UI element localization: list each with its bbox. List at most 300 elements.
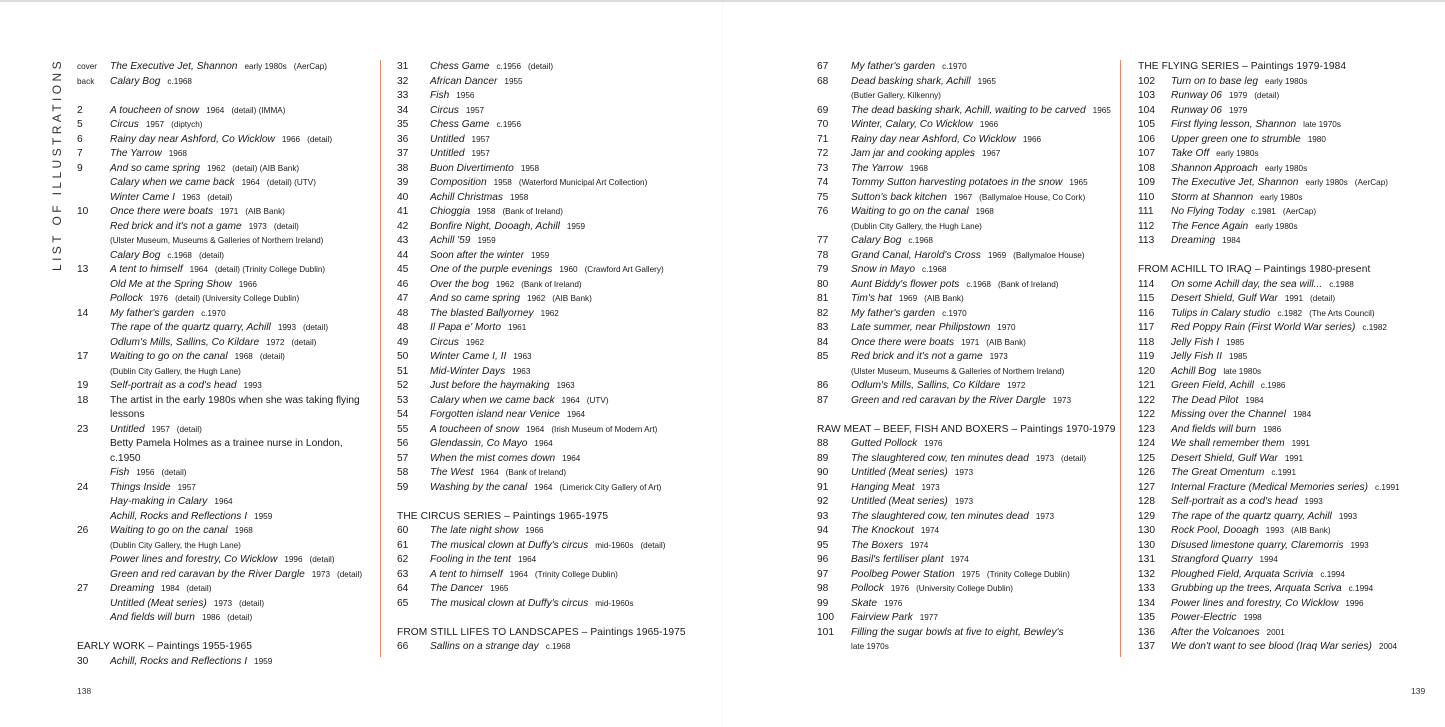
list-item [397, 249, 697, 264]
list-item [397, 524, 697, 539]
artwork-date: 1998 [1243, 613, 1262, 622]
artwork-date: c.1986 [1260, 381, 1286, 390]
plate-number: 44 [397, 249, 409, 261]
item-text [110, 336, 375, 351]
plate-number: 78 [817, 249, 829, 261]
artwork-title: Desert Shield, Gulf War [1171, 293, 1278, 304]
plate-number: 53 [397, 394, 409, 406]
item-text [851, 452, 1117, 467]
artwork-title: Green and red caravan by the River Dargle [110, 568, 305, 580]
plate-number: 30 [77, 655, 89, 667]
plate-number: 14 [77, 307, 89, 319]
item-text [430, 75, 697, 90]
item-text [1171, 408, 1438, 423]
artwork-title: Rock Pool, Dooagh [1171, 525, 1259, 536]
artwork-date: c.1982 [1277, 308, 1303, 318]
item-text [1171, 234, 1438, 249]
list-item [77, 133, 375, 148]
item-text [110, 611, 375, 626]
item-text [430, 118, 697, 133]
artwork-title: Pollock [110, 293, 143, 304]
plate-number: 71 [817, 133, 829, 145]
artwork-note: (AIB Bank) [986, 337, 1026, 347]
artwork-note: (detail) [337, 569, 363, 579]
artwork-title: The Fence Again [1171, 220, 1249, 232]
artwork-title: Calary Bog [110, 249, 161, 261]
artwork-title: Buon Divertimento [430, 162, 514, 174]
artwork-date: early 1980s [1265, 76, 1308, 86]
artwork-date: 1964 [206, 105, 225, 115]
artwork-title: Odlum's Mills, Sallins, Co Kildare [851, 380, 1001, 391]
list-item [397, 234, 697, 249]
list-item [397, 89, 697, 104]
column-1 [77, 60, 375, 669]
artwork-title: Snow in Mayo [851, 264, 915, 275]
artwork-date: 1957 [145, 120, 165, 129]
artwork-title: Old Me at the Spring Show [110, 278, 232, 290]
artwork-date: 1974 [910, 540, 929, 550]
artwork-title: Washing by the canal [430, 481, 528, 493]
plate-number: 45 [397, 264, 409, 275]
artwork-title: Dead basking shark, Achill [851, 75, 971, 87]
artwork-date: 1985 [1226, 337, 1245, 347]
plate-number: 95 [817, 539, 829, 551]
artwork-date: early 1980s [1260, 192, 1303, 202]
artwork-note: (detail) [1061, 453, 1087, 463]
list-item [77, 307, 375, 322]
item-text [110, 437, 375, 466]
list-item [817, 553, 1117, 568]
list-item [817, 365, 1117, 380]
artwork-title: Once there were boats [851, 336, 955, 348]
artwork-date: 1966 [525, 526, 544, 535]
artwork-date: c.1968 [167, 76, 192, 86]
item-text [851, 321, 1117, 336]
artwork-date: 1973 [954, 497, 974, 506]
item-text [1171, 133, 1438, 148]
list-item [77, 249, 375, 264]
artwork-title: The late night show [430, 525, 519, 536]
artwork-title: The Dancer [430, 583, 484, 594]
item-text [430, 524, 697, 539]
plate-number: 51 [397, 365, 409, 377]
artwork-title: Self-portrait as a cod's head [110, 380, 237, 391]
plate-number: 68 [817, 75, 829, 87]
item-text [110, 539, 375, 554]
artwork-title: Filling the sugar bowls at five to eight, Bewley's [851, 626, 1064, 638]
artwork-date: 1959 [566, 221, 586, 231]
list-item [397, 481, 697, 496]
list-spacer [397, 495, 697, 510]
item-text [851, 162, 1117, 177]
plate-number: 87 [817, 394, 829, 406]
item-text [1171, 495, 1438, 510]
list-item [1138, 220, 1438, 235]
artwork-date: 1972 [1007, 381, 1026, 390]
artwork-title: Gutted Pollock [851, 438, 918, 449]
artwork-date: 1993 [243, 381, 262, 390]
plate-number: 73 [817, 162, 829, 174]
artwork-title: Rainy day near Ashford, Co Wicklow [851, 133, 1016, 145]
plate-number: 42 [397, 220, 409, 232]
artwork-date: c.1982 [1362, 323, 1387, 332]
list-item [817, 626, 1117, 641]
list-item [1138, 408, 1438, 423]
artwork-title: The slaughtered cow, ten minutes dead [851, 510, 1029, 522]
plate-number: 2 [77, 104, 83, 116]
list-item [397, 176, 697, 191]
artwork-date: c.1956 [496, 120, 522, 129]
artwork-date: 1964 [534, 482, 553, 492]
artwork-date: 1968 [234, 526, 253, 535]
plate-number: 82 [817, 307, 829, 319]
artwork-title: Power lines and forestry, Co Wicklow [110, 554, 278, 565]
artwork-note: (Limerick City Gallery of Art) [559, 482, 662, 492]
plate-number: 120 [1138, 365, 1155, 377]
item-text [851, 553, 1117, 568]
artwork-date: 1962 [207, 163, 226, 173]
plate-number: 80 [817, 278, 829, 290]
artwork-title: The dead basking shark, Achill, waiting to be carved [851, 104, 1086, 116]
artwork-note: (detail) [227, 613, 253, 622]
artwork-date: 1979 [1228, 105, 1248, 115]
section-heading: EARLY WORK – Paintings 1955-1965 [77, 641, 252, 652]
section-heading: RAW MEAT – BEEF, FISH AND BOXERS – Paintings 1970-1979 [817, 423, 1116, 435]
artwork-title: After the Volcanoes [1171, 626, 1260, 638]
plate-number: 121 [1138, 380, 1155, 391]
item-text [430, 205, 697, 220]
item-text [430, 336, 697, 351]
artwork-title: Green and red caravan by the River Dargle [851, 394, 1046, 406]
artwork-title: Over the bog [430, 278, 489, 290]
plate-number: back [77, 76, 95, 86]
item-text [851, 437, 1117, 452]
list-item [77, 539, 375, 554]
plate-number: 132 [1138, 568, 1155, 580]
list-item [817, 510, 1117, 525]
plate-number: 48 [397, 307, 409, 319]
artwork-note: (Bank of Ireland) [998, 279, 1059, 289]
list-item [817, 292, 1117, 307]
artwork-date: c.1968 [167, 250, 192, 260]
artwork-title: Desert Shield, Gulf War [1171, 452, 1278, 464]
artwork-date: c.1994 [1320, 569, 1345, 579]
artwork-note: (detail) [303, 323, 329, 332]
item-text [430, 568, 697, 583]
artwork-title: Winter Came I [110, 191, 176, 203]
artwork-title: The Yarrow [110, 148, 162, 159]
artwork-title: Soon after the winter [430, 249, 525, 261]
plate-number: 52 [397, 380, 409, 391]
item-text [851, 466, 1117, 481]
artwork-title: Circus [430, 336, 459, 348]
item-text [1171, 104, 1438, 119]
list-spacer [817, 408, 1117, 423]
artwork-date: 1960 [559, 265, 578, 274]
artwork-date: 2004 [1378, 642, 1398, 651]
artwork-date: c.1968 [922, 265, 947, 274]
list-item [1138, 495, 1438, 510]
item-text [1171, 89, 1438, 104]
plate-number: 130 [1138, 539, 1155, 551]
artwork-date: 1976 [149, 294, 169, 303]
artwork-title: One of the purple evenings [430, 264, 553, 275]
artwork-date: 1965 [490, 584, 509, 593]
artwork-date: 1963 [512, 366, 531, 376]
plate-number: 124 [1138, 438, 1155, 449]
plate-number: 76 [817, 206, 829, 217]
item-text [430, 437, 697, 452]
list-item [397, 104, 697, 119]
section-heading: THE FLYING SERIES – Paintings 1979-1984 [1138, 61, 1347, 72]
artwork-title: Runway 06 [1171, 104, 1222, 116]
plate-number: 65 [397, 597, 409, 609]
artwork-date: c.1970 [201, 308, 226, 318]
list-item [1138, 437, 1438, 452]
list-item [1138, 466, 1438, 481]
artwork-note: (Waterford Municipal Art Collection) [518, 178, 648, 187]
plate-number: 110 [1138, 191, 1155, 203]
plate-number: 47 [397, 293, 409, 304]
artwork-note: (detail) [199, 250, 225, 260]
artwork-title: African Dancer [430, 75, 498, 87]
list-item [817, 539, 1117, 554]
item-text [851, 539, 1117, 554]
artwork-title: Hay-making in Calary [110, 496, 208, 507]
item-text [430, 176, 697, 191]
list-item [1138, 626, 1438, 641]
artwork-date: 1984 [1292, 410, 1312, 419]
item-text [851, 292, 1117, 307]
plate-number: 33 [397, 90, 409, 101]
list-item [397, 365, 697, 380]
plate-number: 103 [1138, 90, 1155, 101]
list-item [397, 321, 697, 336]
plate-number: 118 [1138, 336, 1155, 348]
artwork-date: 1975 [961, 569, 980, 579]
item-text [851, 495, 1117, 510]
plate-number: 56 [397, 438, 409, 449]
plate-number: 104 [1138, 104, 1155, 116]
artwork-title: Jelly Fish I [1171, 336, 1220, 348]
artwork-date: 1958 [493, 178, 512, 187]
artwork-title: A toucheen of snow [430, 423, 520, 435]
artwork-title: Sutton's back kitchen [851, 191, 947, 203]
item-text [110, 263, 375, 278]
artwork-title: Tim's hat [851, 293, 892, 304]
artwork-title: Chess Game [430, 119, 490, 130]
plate-number: 59 [397, 481, 409, 493]
list-item [817, 234, 1117, 249]
artwork-title: Achill, Rocks and Reflections I [110, 655, 248, 667]
artwork-note: (detail) [1310, 294, 1336, 303]
list-item [817, 118, 1117, 133]
artwork-date: 1986 [1262, 424, 1282, 434]
item-text [110, 118, 375, 133]
artwork-date: 2001 [1266, 627, 1285, 637]
artwork-date: 1980 [1307, 134, 1326, 144]
item-text [1171, 118, 1438, 133]
artwork-date: 1958 [477, 207, 496, 216]
artwork-title: The rape of the quartz quarry, Achill [1171, 510, 1332, 522]
list-item [397, 539, 697, 554]
item-text [430, 89, 697, 104]
artwork-title: And fields will burn [1171, 423, 1256, 435]
column-divider [1120, 60, 1121, 657]
list-item [77, 365, 375, 380]
plate-number: 109 [1138, 177, 1155, 188]
artwork-title: And so came spring [430, 293, 521, 304]
list-item [817, 147, 1117, 162]
item-text [1171, 162, 1438, 177]
artwork-title: Untitled (Meat series) [110, 597, 207, 609]
plate-number: 134 [1138, 597, 1155, 609]
artwork-date: c.1956 [496, 62, 522, 71]
artwork-date: c.1970 [942, 62, 967, 71]
artwork-title: Untitled [430, 133, 465, 145]
plate-number: 48 [397, 322, 409, 333]
artwork-title: Poolbeg Power Station [851, 568, 955, 580]
item-text [1171, 437, 1438, 452]
list-item [817, 220, 1117, 235]
caption-text: The artist in the early 1980s when she was taking flying [110, 394, 360, 406]
artwork-title: The rape of the quartz quarry, Achill [110, 322, 271, 333]
artwork-date: 1956 [136, 468, 155, 477]
plate-number: 17 [77, 351, 89, 362]
artwork-date: 1993 [277, 323, 297, 332]
item-text [1171, 626, 1438, 641]
list-item [817, 481, 1117, 496]
plate-number: 46 [397, 278, 409, 290]
plate-number: 94 [817, 525, 829, 536]
artwork-note: (Irish Museum of Modern Art) [551, 424, 658, 434]
artwork-date: 1964 [526, 424, 545, 434]
list-item [397, 147, 697, 162]
item-text [851, 611, 1117, 626]
plate-number: 69 [817, 104, 829, 116]
artwork-title: The musical clown at Duffy's circus [430, 597, 589, 609]
list-item [1138, 205, 1438, 220]
artwork-title: Things Inside [110, 481, 171, 493]
list-item [1138, 147, 1438, 162]
artwork-title: Calary when we came back [430, 394, 555, 406]
plate-number: 75 [817, 191, 829, 203]
item-text [110, 597, 375, 612]
artwork-title: Achill, Rocks and Reflections I [110, 510, 248, 522]
artwork-date: 1991 [1291, 439, 1310, 448]
artwork-date: early 1980s [1305, 178, 1348, 187]
list-item [397, 452, 697, 467]
list-item [77, 118, 375, 133]
list-item [397, 394, 697, 409]
artwork-title: Disused limestone quarry, Claremorris [1171, 539, 1344, 551]
plate-number: 37 [397, 148, 409, 159]
artwork-note: (detail) (IMMA) [231, 105, 286, 115]
list-item [77, 379, 375, 394]
plate-number: 123 [1138, 423, 1155, 435]
collection-note: (Ulster Museum, Museums & Galleries of Northern Ireland) [110, 236, 324, 245]
item-text [110, 553, 375, 568]
artwork-date: 1973 [1035, 511, 1055, 521]
plate-number: 133 [1138, 583, 1155, 594]
artwork-title: Pollock [851, 583, 884, 594]
artwork-date: 1976 [884, 598, 903, 608]
artwork-title: Fish [110, 467, 130, 478]
plate-number: 127 [1138, 481, 1155, 493]
artwork-date: c.1968 [908, 236, 933, 245]
artwork-note: (AerCap) [1354, 178, 1388, 187]
artwork-title: Sallins on a strange day [430, 641, 539, 652]
list-item [77, 466, 375, 481]
list-item [1138, 394, 1438, 409]
plate-number: 117 [1138, 322, 1155, 333]
artwork-note: (detail) [161, 468, 187, 477]
artwork-date: 1973 [954, 468, 974, 477]
artwork-title: The Great Omentum [1171, 467, 1265, 478]
plate-number: 98 [817, 583, 829, 594]
plate-number: 126 [1138, 467, 1155, 478]
artwork-title: Tommy Sutton harvesting potatoes in the snow [851, 177, 1063, 188]
artwork-title: Red brick and it's not a game [851, 351, 983, 362]
artwork-date: 1994 [1259, 555, 1278, 564]
artwork-title: A tent to himself [110, 264, 183, 275]
artwork-title: Chess Game [430, 61, 490, 72]
artwork-date: 1993 [1265, 526, 1284, 535]
item-text [430, 350, 697, 365]
artwork-title: Calary Bog [110, 75, 161, 87]
artwork-title: My father's garden [851, 307, 936, 319]
plate-number: 49 [397, 336, 409, 348]
plate-number: 89 [817, 452, 829, 464]
artwork-note: (AerCap) [293, 62, 327, 71]
list-item [1138, 350, 1438, 365]
artwork-note: (detail) [307, 134, 333, 144]
artwork-date: 1986 [201, 613, 221, 622]
artwork-title: Red brick and it's not a game [110, 220, 242, 232]
collection-note: (Butler Gallery, Kilkenny) [851, 91, 941, 100]
item-text [430, 147, 697, 162]
artwork-date: 1984 [1245, 395, 1264, 405]
list-item [1138, 89, 1438, 104]
artwork-note: (detail) [176, 424, 202, 434]
artwork-title: A tent to himself [430, 568, 503, 580]
artwork-date: 1961 [508, 323, 527, 332]
plate-number: 100 [817, 612, 834, 623]
list-item [1138, 524, 1438, 539]
artwork-date: 1970 [997, 323, 1016, 332]
artwork-date: 1958 [510, 192, 529, 202]
list-item [1138, 191, 1438, 206]
item-text [430, 423, 697, 438]
item-text [1171, 379, 1438, 394]
plate-number: 6 [77, 133, 83, 145]
artwork-date: c.1981 [1251, 207, 1276, 216]
item-text [110, 104, 375, 119]
plate-number: 88 [817, 438, 829, 449]
item-text [110, 249, 375, 264]
plate-number: 108 [1138, 162, 1155, 174]
artwork-note: (detail) [239, 598, 265, 608]
item-text [110, 307, 375, 322]
list-spacer [397, 611, 697, 626]
artwork-date: 1957 [151, 424, 170, 434]
artwork-note: (detail) [309, 555, 335, 564]
item-text [1171, 466, 1438, 481]
list-item [1138, 118, 1438, 133]
artwork-date: 1966 [979, 120, 999, 129]
artwork-date: 1963 [556, 381, 575, 390]
list-item [397, 162, 697, 177]
